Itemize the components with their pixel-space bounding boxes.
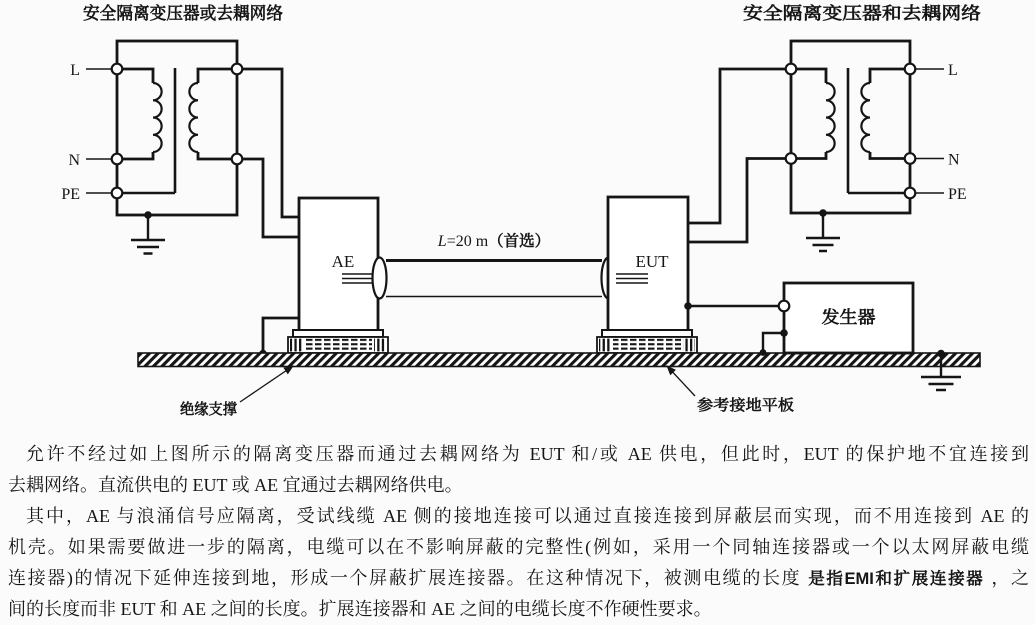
paragraph2-line3 bbox=[8, 563, 1029, 594]
left-primary-coil bbox=[153, 83, 162, 152]
support-block-texture bbox=[599, 339, 611, 352]
support-plate bbox=[602, 330, 692, 337]
right-in-terminal-top bbox=[786, 64, 797, 75]
right-mains-stubs bbox=[915, 69, 944, 193]
right-network-title: 安全隔离变压器和去耦网络 bbox=[743, 4, 947, 23]
support-block-texture bbox=[290, 339, 302, 352]
paragraph2-line3-text: 连接器)的情况下延伸连接到地，形成一个屏蔽扩展连接器。在这种情况下，被测电缆的长度 bbox=[8, 568, 802, 588]
paragraph2-line4: 间的长度而非 EUT 和 AE 之间的长度。扩展连接器和 AE 之间的电缆长度不作硬性要求。 bbox=[8, 599, 712, 619]
left-out-terminal-top bbox=[232, 64, 243, 75]
plane-callout-label: 参考接地平板 bbox=[697, 398, 788, 414]
ground-plane-band bbox=[138, 353, 980, 367]
callouts bbox=[180, 366, 794, 418]
paragraph1-line2: 去耦网络。直流供电的 EUT 或 AE 宜通过去耦网络供电。 bbox=[8, 475, 463, 495]
eut-supply-wire-1 bbox=[688, 69, 786, 223]
left-shield-to-pe bbox=[122, 68, 175, 193]
eut-label: EUT bbox=[635, 252, 669, 271]
left-network-frame bbox=[117, 41, 237, 215]
left-primary-leads bbox=[122, 69, 153, 159]
test-cable bbox=[373, 231, 616, 299]
right-terminal-n bbox=[905, 153, 916, 164]
left-out-terminal-bottom bbox=[232, 154, 243, 165]
support-plate bbox=[293, 330, 383, 337]
eut-supply-wires bbox=[688, 69, 786, 242]
right-primary-leads bbox=[796, 69, 826, 159]
support-block-texture bbox=[304, 339, 372, 352]
right-shield-to-pe bbox=[848, 68, 905, 193]
left-secondary-coil bbox=[189, 83, 198, 152]
right-pe-label: PE bbox=[948, 186, 967, 203]
paragraph1-line1: 允许不经过如上图所示的隔离变压器而通过去耦网络为 EUT 和/或 AE 供电，但此时，EUT 的保护地不宜连接到 bbox=[26, 444, 1029, 464]
generator bbox=[684, 283, 913, 356]
left-secondary-leads bbox=[198, 69, 232, 159]
inserted-annotation: 是指EMI和扩展连接器 bbox=[808, 570, 985, 588]
ae-box bbox=[299, 198, 378, 332]
support-block-texture bbox=[683, 339, 695, 352]
cable-connector-ae bbox=[373, 258, 387, 299]
generator-terminal bbox=[779, 301, 790, 312]
left-terminal-l bbox=[112, 64, 123, 75]
generator-plane-dot bbox=[760, 349, 767, 356]
right-isolation-network bbox=[743, 3, 981, 251]
support-callout-arrow bbox=[240, 366, 293, 402]
right-primary-coil bbox=[826, 83, 835, 152]
support-block-texture bbox=[613, 339, 681, 352]
left-ground-symbol bbox=[131, 240, 165, 254]
right-network-frame bbox=[791, 41, 910, 213]
left-n-label: N bbox=[68, 152, 80, 169]
ae-supply-wire-1 bbox=[242, 69, 299, 217]
left-mains-stubs bbox=[86, 69, 112, 193]
eut-generator-junction-dot bbox=[684, 302, 692, 310]
insulating-support-ae bbox=[288, 330, 388, 353]
right-l-label: L bbox=[948, 62, 958, 79]
left-l-label: L bbox=[70, 62, 80, 79]
ae-label: AE bbox=[331, 252, 355, 271]
reference-ground-plane bbox=[138, 350, 980, 390]
right-terminal-l bbox=[905, 64, 916, 75]
left-pe-label: PE bbox=[61, 186, 80, 203]
right-n-label: N bbox=[948, 151, 960, 169]
paragraph2-line3-tail: ，之 bbox=[991, 568, 1029, 588]
left-network-title: 安全隔离变压器或去耦网络 bbox=[83, 4, 287, 23]
insulating-support-eut bbox=[597, 330, 697, 353]
left-isolation-network bbox=[61, 3, 287, 254]
left-terminal-pe bbox=[112, 188, 123, 199]
eut-supply-wire-2 bbox=[688, 159, 786, 243]
right-terminal-pe bbox=[905, 188, 916, 199]
plane-callout-arrow bbox=[667, 366, 695, 396]
right-ground-symbol bbox=[806, 238, 840, 251]
ae-supply-wire-2 bbox=[242, 159, 299, 237]
cable-length-label: L=20 m（首选） bbox=[437, 233, 551, 250]
eut-box bbox=[608, 197, 688, 332]
right-in-terminal-bottom bbox=[786, 153, 797, 164]
generator-label: 发生器 bbox=[821, 308, 873, 327]
generator-ground-stub bbox=[763, 333, 784, 352]
right-secondary-leads bbox=[870, 69, 905, 159]
body-paragraphs bbox=[8, 439, 1029, 625]
left-terminal-n bbox=[112, 154, 123, 165]
ae-supply-wires bbox=[242, 69, 299, 357]
paragraph2-line1: 其中，AE 与浪涌信号应隔离，受试线缆 AE 侧的接地连接可以通过直接连接到屏蔽层而实现，而不用连接到 AE 的 bbox=[26, 506, 1029, 526]
support-callout-label: 绝缘支撑 bbox=[180, 402, 241, 418]
support-block-texture bbox=[374, 339, 386, 352]
plane-right-ground-symbol bbox=[921, 377, 961, 390]
right-secondary-coil bbox=[861, 83, 870, 152]
paragraph2-line2: 机壳。如果需要做进一步的隔离，电缆可以在不影响屏蔽的完整性(例如，采用一个同轴连接器或一个以太网屏蔽电缆 bbox=[8, 537, 1029, 557]
